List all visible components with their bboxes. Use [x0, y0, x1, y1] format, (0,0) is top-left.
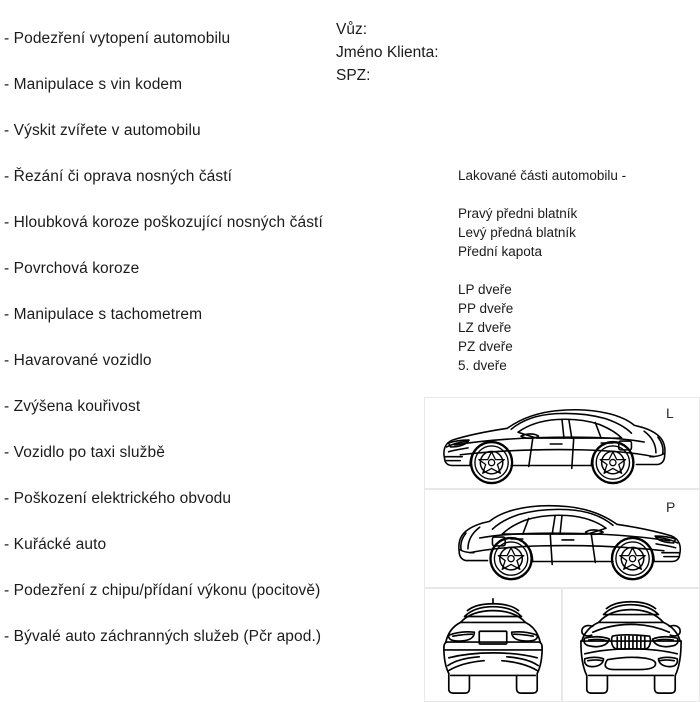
car-rear-view-panel[interactable] [424, 588, 562, 702]
client-name-label: Jméno Klienta: [336, 44, 439, 61]
checklist-item: - Povrchová koroze [4, 260, 140, 277]
checklist-item: - Zvýšena kouřivost [4, 398, 141, 415]
painted-part-item: LZ dveře [458, 320, 512, 335]
checklist-item: - Vozidlo po taxi službě [4, 444, 165, 461]
car-side-view-left-panel[interactable] [424, 397, 700, 489]
painted-part-item: PZ dveře [458, 339, 513, 354]
car-front-view-icon [563, 589, 699, 701]
license-plate-label: SPZ: [336, 67, 371, 84]
checklist-item: - Podezření z chipu/přídaní výkonu (pocitově) [4, 582, 321, 599]
painted-parts-doors-group [458, 280, 626, 375]
checklist-item: - Řezání či oprava nosných částí [4, 168, 233, 185]
checklist-item: - Manipulace s vin kodem [4, 76, 183, 93]
car-front-view-panel[interactable] [562, 588, 700, 702]
painted-part-item: Pravý předni blatník [458, 206, 578, 221]
checklist-item: - Kuřácké auto [4, 536, 107, 553]
car-rear-view-icon [425, 589, 561, 701]
vehicle-label: Vůz: [336, 21, 368, 38]
vehicle-header-fields [336, 18, 439, 87]
painted-parts-front-group [458, 204, 626, 261]
painted-part-item: 5. dveře [458, 358, 507, 373]
checklist-item: - Manipulace s tachometrem [4, 306, 203, 323]
checklist-item: - Bývalé auto záchranných služeb (Pčr apod.) [4, 628, 322, 645]
painted-part-item: LP dveře [458, 282, 512, 297]
car-side-view-left-icon [425, 398, 699, 488]
checklist-item: - Hloubková koroze poškozující nosných částí [4, 214, 323, 231]
side-label-left: L [666, 405, 674, 421]
painted-part-item: Levý předná blatník [458, 225, 576, 240]
inspection-checklist [4, 16, 404, 660]
checklist-item: - Výskit zvířete v automobilu [4, 122, 201, 139]
painted-parts-section [458, 166, 626, 432]
checklist-item: - Podezření vytopení automobilu [4, 30, 231, 47]
car-side-view-right-icon [425, 490, 699, 587]
painted-part-item: PP dveře [458, 301, 514, 316]
side-label-right: P [666, 499, 676, 515]
painted-part-item: Přední kapota [458, 244, 543, 259]
car-side-view-right-panel[interactable] [424, 489, 700, 588]
checklist-item: - Poškození elektrického obvodu [4, 490, 232, 507]
checklist-item: - Havarované vozidlo [4, 352, 152, 369]
car-diagram-group [424, 397, 700, 702]
painted-parts-title: Lakované části automobilu - [458, 168, 627, 183]
